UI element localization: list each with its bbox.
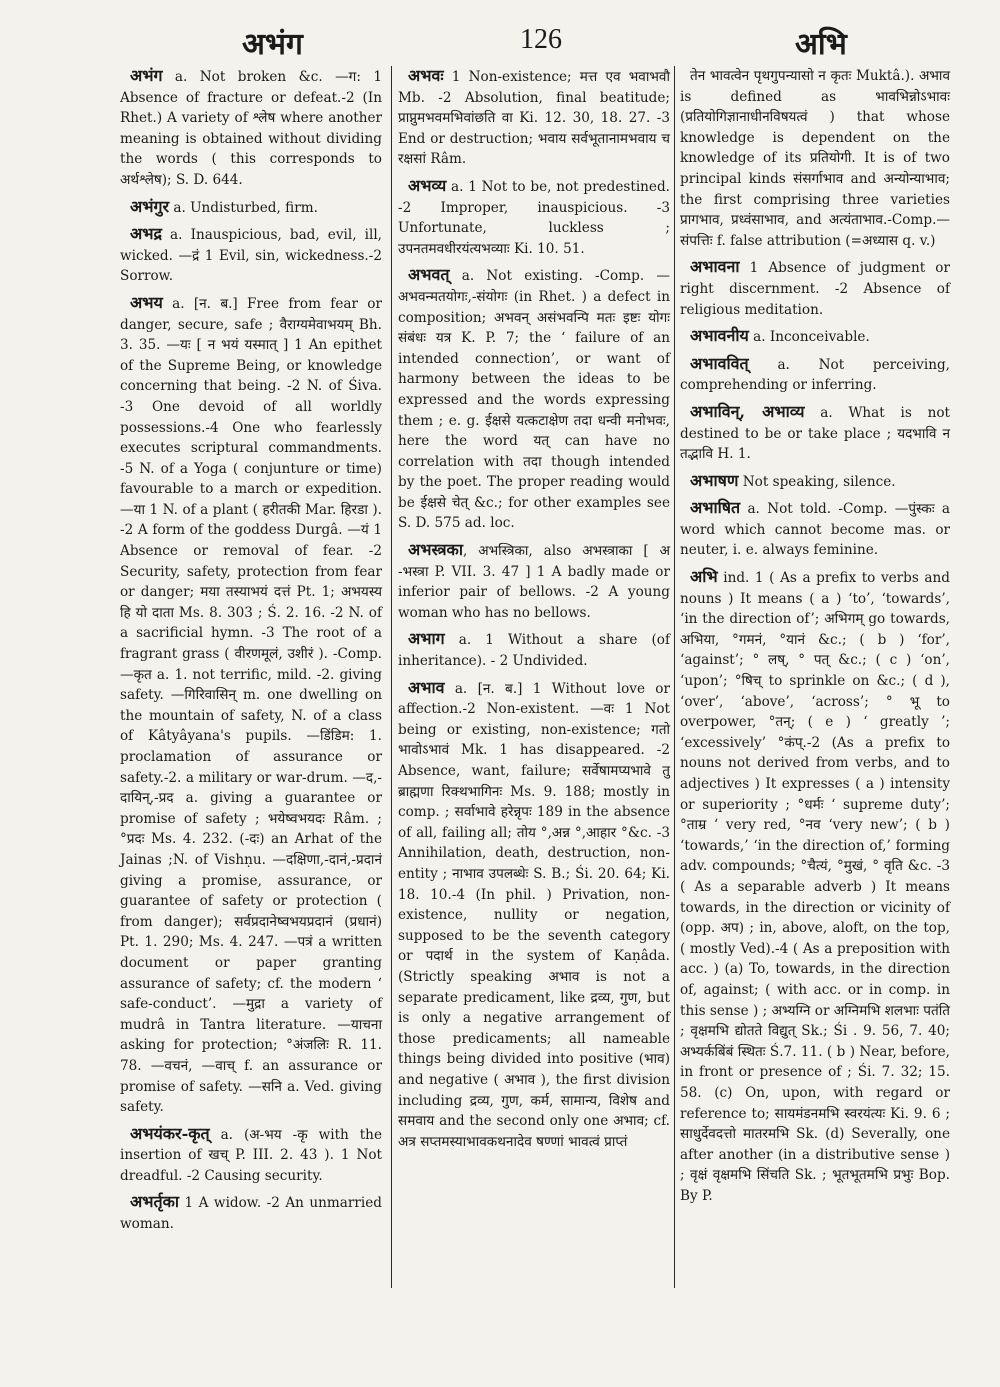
entry-text: a. (अ-भय -कृ with the insertion of खच् P. III. 2. 43 ). 1 Not dreadful. -2 Causing security. [120, 1126, 382, 1184]
dictionary-entry [120, 66, 382, 191]
dictionary-entry [398, 265, 670, 534]
entry-headword: अभाववित् [690, 353, 749, 373]
page-number: 126 [520, 24, 562, 55]
dictionary-entry [398, 66, 670, 170]
dictionary-entry [120, 224, 382, 287]
column-2 [398, 66, 670, 1158]
column-3 [680, 66, 950, 1212]
dictionary-entry [680, 471, 950, 493]
entry-text: 1 Non-existence; मत्त एव भवाभवौ Mb. -2 Absolution, final beatitude; प्राप्नुमभवमभिवांछति वा Ki. 12. 30, 18. 27. -3 End or destruction; भवाय सर्वभूतानामभवाय च रक्षसां Râm. [398, 69, 670, 168]
dictionary-entry [120, 1192, 382, 1234]
entry-headword: अभव्य [408, 175, 447, 195]
dictionary-entry [398, 678, 670, 1153]
dictionary-entry [120, 293, 382, 1118]
entry-text: 1 A widow. -2 An unmarried woman. [120, 1195, 382, 1233]
column-1 [120, 66, 382, 1241]
column-divider-1 [391, 66, 392, 1288]
entry-text: a. 1 Not to be, not predestined. -2 Improper, inauspicious. -3 Unfortunate, luckless ; उपनतमवधीरयंत्यभव्याः Ki. 10. 51. [398, 178, 670, 257]
entry-headword: अभाग [408, 629, 445, 649]
entry-headword: अभवत् [408, 265, 450, 285]
dictionary-entry [680, 326, 950, 348]
entry-text: a. Not existing. -Comp. —अभवन्मतयोगः,-संयोगः (in Rhet. ) a defect in composition; अभवन् असंभवन्पि मतः इष्टः योगः संबंधः यत्र K. P. 7; the ‘ failure of an intended connection’, or want of harmony between the ideas to be expressed and the words expressing them ; e. g. ईक्षसे यत्कटाक्षेण तदा धन्वी मनोभवः, here the word यत् can have no correlation with तदा though intended by the poet. The proper reading would be ईक्षसे चेत् &c.; for other examples see S. D. 575 ad. loc. [398, 268, 670, 532]
entry-text: a. What is not destined to be or take place ; यदभावि न तद्भावि H. 1. [680, 404, 951, 463]
entry-text: a. 1 Without a share (of inheritance). - 2 Undivided. [398, 632, 670, 670]
entry-headword: अभस्त्रका [408, 540, 463, 560]
entry-text: a. [न. ब.] Free from fear or danger, secure, safe ; वैराग्यमेवाभयम् Bh. 3. 35. —यः [ न भयं यस्मात् ] 1 An epithet of the Supreme Being, or knowledge concerning that being. -2 N. of Śiva. -3 One devoid of all worldly possessions.-4 One who fearlessly executes scriptural commandments. -5 N. of a Yoga ( conjunture or time) favourable to a march or expedition. —या 1 N. of a plant ( हरीतकी Mar. हिरडा ). -2 A form of the goddess Durgâ. —यं 1 Absence or removal of fear. -2 Security, safety, protection from fear or danger; मया तस्याभयं दत्तं Pt. 1; अभयस्य हि यो दाता Ms. 8. 303 ; Ś. 2. 16. -2 N. of a sacrificial hymn. -3 The root of a fragrant grass ( वीरणमूलं, उशीरं ). -Comp. —कृत a. 1. not terrific, mild. -2. giving safety. —गिरिवासिन् m. one dwelling on the mountain of safety, N. of a class of Kâtyâyana's pupils. —डिंडिम: 1. proclamation of assurance or safety.-2. a military or war-drum. —द,-दायिन्,-प्रद a. giving a guarantee or promise of safety ; भयेष्वभयदः Râm. ; °प्रदः Ms. 4. 232. (-दः) an Arhat of the Jainas ;N. of Vishṇu. —दक्षिणा,-दानं,-प्रदानं giving a promise, assurance, or guarantee of safety or protection ( from danger); सर्वप्रदानेष्वभयप्रदानं (प्रधानं) Pt. 1. 290; Ms. 4. 247. —पत्रं a written document or paper granting assurance of safety; cf. the modern ‘ safe-conduct’. —मुद्रा a variety of mudrâ in Tantra literature. —याचना asking for protection; °अंजलिः R. 11. 78. —वचनं, —वाच् f. an assurance or promise of safety. —सनि a. Ved. giving safety. [120, 295, 382, 1116]
entry-text: 1 Absence of judgment or right discernment. -2 Absence of religious meditation. [680, 260, 950, 318]
entry-text: ind. 1 ( As a prefix to verbs and nouns ) It means ( a ) ‘to’, ‘towards’, ‘in the direction of’; अभिगम् go towards, अभिया, °गमनं, °यानं &c.; ( b ) ‘for’, ‘against’; ° लष्, ° पत् &c.; ( c ) ‘on’, ‘upon’; °षिच् to sprinkle on &c.; ( d ), ‘over’, ‘above’, ‘across’; ° भू to overpower, °तन्; ( e ) ‘ greatly ’; ‘excessively’ °कंप्.-2 (As a prefix to nouns not derived from verbs, and to adjectives ) It expresses ( a ) intensity or superiority ; °धर्मः ‘ supreme duty’; °ताम्र ‘ very red, °नव ‘very new’; ( b ) ‘towards,’ ‘in the direction of,’ forming adv. compounds; °चैत्यं, °मुखं, ° वृति &c. -3 ( As a separable adverb ) It means towards, in the direction or vicinity of (opp. अप) ; in, above, aloft, on the top, ( mostly Ved).-4 ( As a preposition with acc. ) (a) To, towards, in the direction of, against; ( with acc. or in comp. in this sense ) ; अभ्यग्नि or अग्निमभि शलभाः पतंति ; वृक्षमभि द्योतते विद्युत् Sk.; Śi . 9. 56, 7. 40; अभ्यर्कबिंबं स्थितः Ś.7. 11. ( b ) Near, before, in front or presence of ; Śi. 7. 32; 15. 58. (c) On, upon, with regard or reference to; सायमंडनमभि स्वरयंत्यः Ki. 9. 6 ; साधुर्देवदत्तो मातरमभि Sk. (d) Severally, one after another (in a distributive sense ) ; वृक्षं वृक्षमभि सिंचति Sk. ; भूतभूतमभि प्रभुः Bop. By P. [680, 570, 950, 1204]
entry-text: a. Undisturbed, firm. [169, 199, 318, 216]
dictionary-entry [398, 176, 670, 259]
entry-text: a. Not broken &c. —ग: 1 Absence of fracture or defeat.-2 (In Rhet.) A variety of श्लेष where another meaning is obtained without dividing the words ( this corresponds to अर्थश्लेष); S. D. 644. [120, 69, 382, 188]
entry-text: , अभस्त्रिका, also अभस्त्राका [ अ -भस्त्रा P. VII. 3. 47 ] 1 A badly made or inferior pair of bellows. -2 A young woman who has no bellows. [398, 543, 670, 621]
dictionary-entry [680, 257, 950, 320]
dictionary-entry [680, 498, 950, 561]
header-right-guideword: अभि [795, 27, 847, 62]
entry-text: a. [न. ब.] 1 Without love or affection.-2 Non-existent. —वः 1 Not being or existing, non-existence; गतो भावोऽभावं Mk. 1 has disappeared. -2 Absence, want, failure; सर्वेषामप्यभावे तु ब्राह्मणा रिक्थभागिनः Ms. 9. 188; mostly in comp. ; सर्वाभावे हरेन्नृपः 189 in the absence of all, failing all; तोय °,अन्न °,आहार °&c. -3 Annihilation, death, destruction, non-entity ; नाभाव उपलब्धेः S. B.; Śi. 20. 64; Ki. 18. 10.-4 (In phil. ) Privation, non-existence, nullity or negation, supposed to be the seventh category or पदार्थ in the system of Kaṇâda. (Strictly speaking अभाव is not a separate predicament, like द्रव्य, गुण, but is only a negative arrangement of those predicaments; all nameable things being divided into positive (भाव) and negative ( अभाव ), the first division including द्रव्य, गुण, कर्म, सामान्य, विशेष and समवाय and the second only one अभाव; cf. अत्र सप्तमस्याभावकथनादेव षण्णां भावत्वं प्राप्तं [398, 680, 670, 1150]
column-divider-2 [674, 66, 675, 1288]
entry-headword: अभाषण [690, 470, 739, 490]
entry-headword: अभवः [408, 66, 444, 85]
entry-headword: अभद्र [130, 224, 162, 244]
entry-text: a. Not told. -Comp. —पुंस्कः a word which cannot become mas. or neuter, i. e. always feminine. [680, 501, 950, 559]
entry-headword: अभंगुर [130, 196, 170, 216]
header-left-guideword: अभंग [242, 27, 303, 62]
entry-headword: अभाव [408, 677, 445, 697]
entry-text: a. Not perceiving, comprehending or inferring. [680, 356, 950, 394]
dictionary-entry [120, 197, 382, 219]
page-header [0, 18, 1000, 62]
dictionary-entry [680, 354, 950, 396]
entry-headword: अभर्तृका [130, 1192, 180, 1212]
entry-headword: अभाषित [690, 498, 741, 518]
entry-headword: अभय [130, 292, 163, 312]
entry-headword: अभंग [130, 66, 163, 85]
dictionary-entry [398, 540, 670, 623]
entry-text: तेन भावत्वेन पृथगुपन्यासो न कृतः Muktâ.). अभाव is defined as भावभिन्नोऽभावः (प्रतियोगिज्ञानाधीनविषयत्वं ) that whose knowledge is dependent on the knowledge of its प्रतियोगी. It is of two principal kinds संसर्गाभाव and अन्योन्याभाव; the first comprising three varieties प्रागभाव, प्रध्वंसाभाव, and अत्यंताभाव.-Comp.—संपत्तिः f. false attribution (=अध्यास q. v.) [680, 68, 950, 249]
entry-headword: अभाविन्, अभाव्य [690, 401, 805, 421]
dictionary-entry [120, 1124, 382, 1187]
entry-headword: अभावनीय [690, 326, 749, 346]
entry-text: Not speaking, silence. [738, 473, 896, 490]
entry-headword: अभि [690, 567, 718, 587]
dictionary-entry [680, 402, 950, 465]
entry-headword: अभावना [690, 257, 740, 277]
dictionary-entry [398, 629, 670, 671]
dictionary-entry [680, 66, 950, 251]
entry-headword: अभयंकर-कृत् [130, 1123, 210, 1143]
entry-text: a. Inauspicious, bad, evil, ill, wicked. —द्रं 1 Evil, sin, wickedness.-2 Sorrow. [120, 227, 382, 285]
entry-text: a. Inconceivable. [748, 329, 870, 346]
dictionary-entry [680, 567, 950, 1206]
